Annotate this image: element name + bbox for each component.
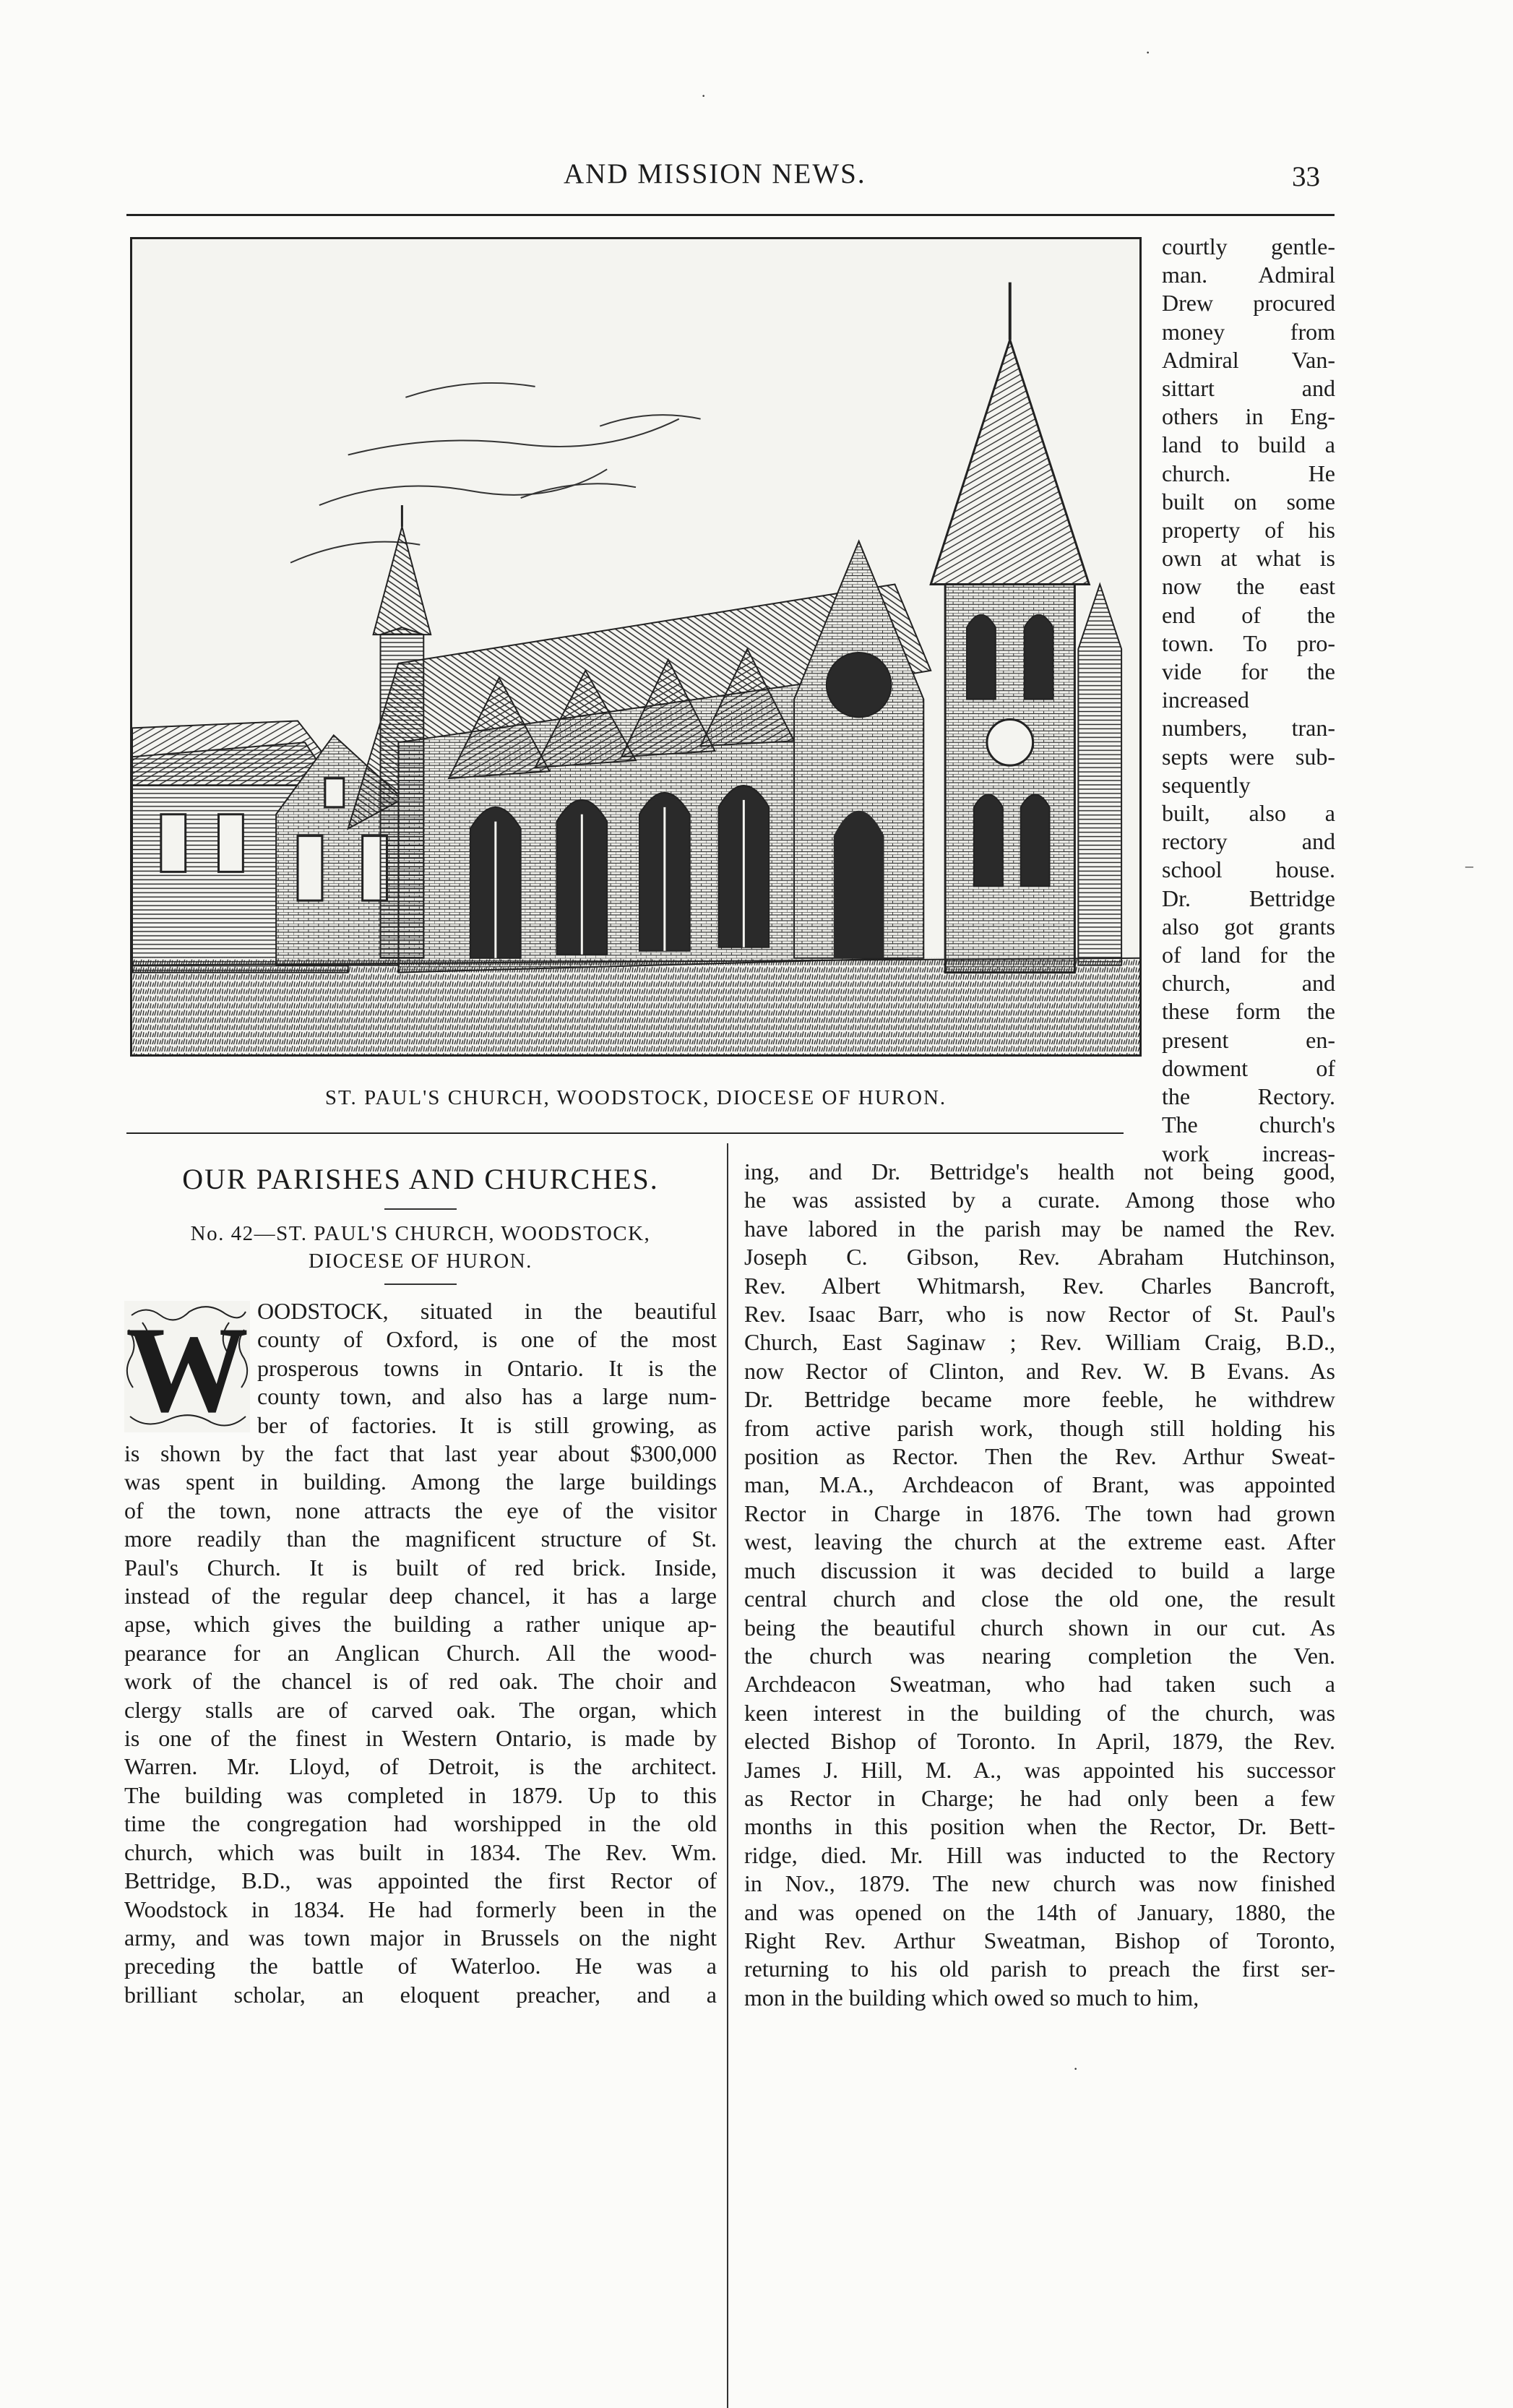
drop-cap-w xyxy=(124,1301,250,1432)
side-line: increased xyxy=(1162,687,1249,713)
side-line: property of his xyxy=(1162,517,1335,543)
body-line: county town, and also has a large num- xyxy=(257,1383,717,1410)
running-header: AND MISSION NEWS. xyxy=(564,158,866,189)
side-line: the Rectory. xyxy=(1162,1083,1335,1110)
body-line: pearance for an Anglican Church. All the wood- xyxy=(124,1639,717,1666)
article-right-column xyxy=(744,1158,1335,2012)
side-line: of land for the xyxy=(1162,942,1335,968)
subtitle-ornament-rule xyxy=(384,1283,457,1285)
body-line: county of Oxford, is one of the most xyxy=(257,1326,717,1353)
body-line: from active parish work, though still holding his xyxy=(744,1414,1335,1441)
body-line: work of the chancel is of red oak. The choir and xyxy=(124,1668,717,1695)
side-line: money from xyxy=(1162,318,1335,345)
body-line: was spent in building. Among the large buildings xyxy=(124,1469,717,1495)
section-rule xyxy=(126,1132,1124,1134)
side-line: church, and xyxy=(1162,970,1335,997)
section-heading: OUR PARISHES AND CHURCHES. xyxy=(182,1163,659,1195)
side-line: school house. xyxy=(1162,856,1335,883)
church-engraving xyxy=(130,237,1142,1057)
side-column-text xyxy=(1162,233,1335,1168)
side-line: Drew procured xyxy=(1162,290,1335,317)
print-speck: · xyxy=(1073,2060,1079,2078)
body-line: he was assisted by a curate. Among those who xyxy=(744,1187,1335,1213)
body-line: church, which was built in 1834. The Rev. Wm. xyxy=(124,1839,717,1865)
print-speck: · xyxy=(1145,43,1151,61)
body-line: preceding the battle of Waterloo. He was a xyxy=(124,1953,717,1979)
side-line: dowment of xyxy=(1162,1054,1335,1081)
side-line: The church's xyxy=(1162,1111,1335,1138)
column-divider xyxy=(727,1143,728,2408)
side-line: built, also a xyxy=(1162,800,1335,827)
body-line: Church, East Saginaw ; Rev. William Craig, B.D., xyxy=(744,1329,1335,1356)
side-line: Admiral Van- xyxy=(1162,346,1335,373)
side-line: septs were sub- xyxy=(1162,743,1335,770)
body-line: James J. Hill, M. A., was appointed his successor xyxy=(744,1756,1335,1783)
body-line: now Rector of Clinton, and Rev. W. B Evans. As xyxy=(744,1357,1335,1384)
side-line: sequently xyxy=(1162,771,1251,798)
body-line: Rev. Isaac Barr, who is now Rector of St. Paul's xyxy=(744,1301,1335,1328)
body-line: have labored in the parish may be named the Rev. xyxy=(744,1215,1335,1242)
side-line: sittart and xyxy=(1162,375,1335,402)
subtitle-line: DIOCESE OF HURON. xyxy=(309,1250,533,1273)
article-left-column xyxy=(124,1440,717,2009)
body-line: months in this position when the Rector, Dr. Bett- xyxy=(744,1813,1335,1840)
side-line: also got grants xyxy=(1162,913,1335,939)
side-line: work increas- xyxy=(1162,1140,1335,1166)
body-line: west, leaving the church at the extreme east. After xyxy=(744,1528,1335,1555)
body-line: much discussion it was decided to build a large xyxy=(744,1557,1335,1583)
body-line: instead of the regular deep chancel, it has a large xyxy=(124,1583,717,1609)
side-line: others in Eng- xyxy=(1162,403,1335,430)
side-line: these form the xyxy=(1162,998,1335,1025)
body-line: mon in the building which owed so much to him, xyxy=(744,1984,1199,2011)
side-line: vide for the xyxy=(1162,658,1335,685)
body-line: prosperous towns in Ontario. It is the xyxy=(257,1354,717,1381)
print-speck: – xyxy=(1465,856,1473,874)
subtitle-line: No. 42—ST. PAUL'S CHURCH, WOODSTOCK, xyxy=(190,1222,651,1245)
svg-text:W: W xyxy=(126,1302,249,1432)
body-line: army, and was town major in Brussels on the night xyxy=(124,1924,717,1951)
side-line: church. He xyxy=(1162,460,1335,486)
side-line: town. To pro- xyxy=(1162,629,1335,656)
body-line: OODSTOCK, situated in the beautiful xyxy=(257,1298,717,1324)
side-line: end of the xyxy=(1162,601,1335,628)
body-line: Joseph C. Gibson, Rev. Abraham Hutchinson, xyxy=(744,1244,1335,1270)
body-line: The building was completed in 1879. Up to this xyxy=(124,1781,717,1808)
article-subtitle xyxy=(124,1220,717,1275)
body-line: clergy stalls are of carved oak. The organ, which xyxy=(124,1696,717,1723)
body-line: is shown by the fact that last year about $300,000 xyxy=(124,1440,717,1466)
body-line: returning to his old parish to preach the first ser- xyxy=(744,1956,1335,1982)
body-line: time the congregation had worshipped in the old xyxy=(124,1810,717,1837)
body-line: Right Rev. Arthur Sweatman, Bishop of Toronto, xyxy=(744,1927,1335,1953)
side-line: Dr. Bettridge xyxy=(1162,885,1335,911)
body-line: keen interest in the building of the church, was xyxy=(744,1699,1335,1726)
side-line: man. Admiral xyxy=(1162,262,1335,288)
body-line: ridge, died. Mr. Hill was inducted to the Rectory xyxy=(744,1841,1335,1868)
body-line: the church was nearing completion the Ven. xyxy=(744,1642,1335,1669)
body-line: Dr. Bettridge became more feeble, he withdrew xyxy=(744,1386,1335,1413)
header-rule xyxy=(126,214,1335,216)
print-speck: · xyxy=(701,87,707,105)
body-line: Warren. Mr. Lloyd, of Detroit, is the architect. xyxy=(124,1753,717,1780)
church-illustration xyxy=(132,239,1139,1054)
side-line: own at what is xyxy=(1162,545,1335,572)
ornamental-drop-cap xyxy=(124,1301,250,1432)
body-line: is one of the finest in Western Ontario, is made by xyxy=(124,1725,717,1752)
body-line: Paul's Church. It is built of red brick. Inside, xyxy=(124,1554,717,1581)
body-line: in Nov., 1879. The new church was now finished xyxy=(744,1870,1335,1897)
body-line: Woodstock in 1834. He had formerly been in the xyxy=(124,1896,717,1922)
body-line: Rev. Albert Whitmarsh, Rev. Charles Bancroft, xyxy=(744,1272,1335,1299)
body-line: man, M.A., Archdeacon of Brant, was appointed xyxy=(744,1471,1335,1498)
side-line: courtly gentle- xyxy=(1162,233,1335,259)
body-line: apse, which gives the building a rather unique ap- xyxy=(124,1611,717,1638)
body-line: Bettridge, B.D., was appointed the first Rector of xyxy=(124,1867,717,1894)
side-line: present en- xyxy=(1162,1026,1335,1053)
side-line: rectory and xyxy=(1162,828,1335,855)
side-line: now the east xyxy=(1162,573,1335,600)
side-line: built on some xyxy=(1162,488,1335,515)
body-line: central church and close the old one, the result xyxy=(744,1586,1335,1612)
body-line: ber of factories. It is still growing, as xyxy=(257,1411,717,1438)
body-line: Rector in Charge in 1876. The town had grown xyxy=(744,1500,1335,1526)
body-line: being the beautiful church shown in our cut. As xyxy=(744,1614,1335,1641)
body-line: Archdeacon Sweatman, who had taken such a xyxy=(744,1671,1335,1698)
side-line: numbers, tran- xyxy=(1162,715,1335,741)
body-line: as Rector in Charge; he had only been a few xyxy=(744,1784,1335,1811)
body-line: and was opened on the 14th of January, 1880, the xyxy=(744,1899,1335,1925)
body-line: of the town, none attracts the eye of the visitor xyxy=(124,1497,717,1523)
side-line: land to build a xyxy=(1162,431,1335,458)
heading-ornament-rule xyxy=(384,1208,457,1210)
body-line: ing, and Dr. Bettridge's health not being good, xyxy=(744,1158,1335,1184)
body-line: elected Bishop of Toronto. In April, 1879, the Rev. xyxy=(744,1728,1335,1755)
body-line: position as Rector. Then the Rev. Arthur Sweat- xyxy=(744,1443,1335,1470)
body-line: brilliant scholar, an eloquent preacher, and a xyxy=(124,1981,717,2008)
body-line: more readily than the magnificent structure of St. xyxy=(124,1526,717,1552)
figure-caption: ST. PAUL'S CHURCH, WOODSTOCK, DIOCESE OF HURON. xyxy=(324,1086,947,1109)
page-number: 33 xyxy=(1292,161,1320,192)
article-opening-lines xyxy=(257,1297,717,1440)
